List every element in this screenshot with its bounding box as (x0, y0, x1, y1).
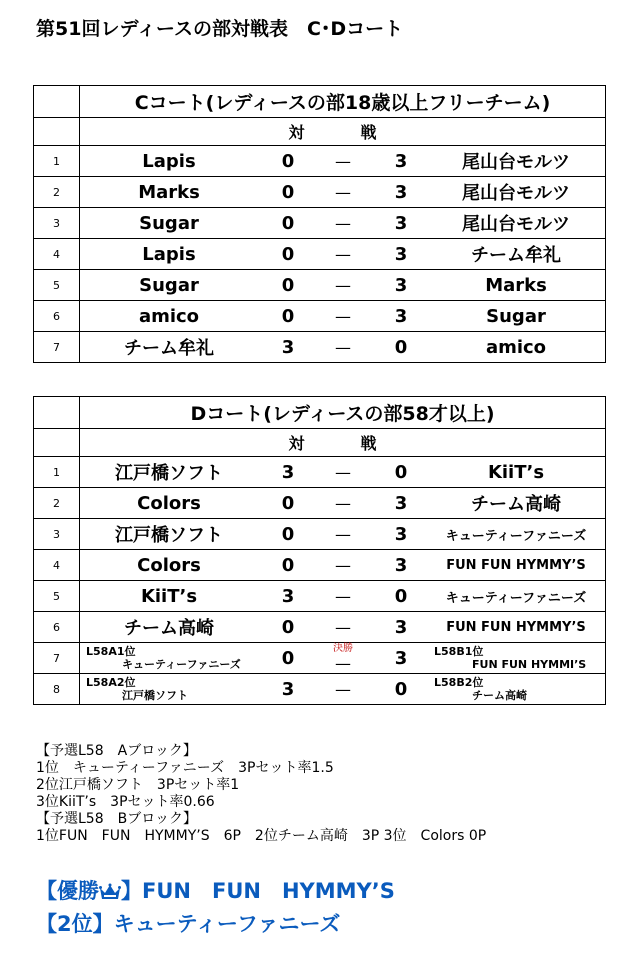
match-number: 2 (34, 177, 80, 208)
match-number: 7 (34, 332, 80, 363)
vs-dash (318, 457, 368, 487)
match-number: 1 (34, 457, 80, 488)
team1-name: amico (138, 305, 200, 327)
court-d-title: Dコート(レディースの部58才以上) (80, 397, 606, 429)
court-d-vs-row (34, 429, 606, 457)
team2-score: 0 (394, 336, 408, 358)
team2-name: KiiT’s (487, 461, 545, 483)
team2-score: 0 (394, 461, 408, 483)
match-cell (80, 177, 606, 208)
vs-label: 対 戦 (80, 429, 606, 457)
dash-mark: — (335, 182, 351, 202)
vs-label: 対 戦 (80, 118, 606, 146)
match-row (34, 177, 606, 208)
team1-score: 0 (281, 150, 295, 172)
match-number: 8 (34, 674, 80, 705)
vs-dash (318, 643, 368, 673)
team1-name: 江戸橋ソフト (115, 525, 223, 546)
note-line: 2位江戸橋ソフト 3Pセット率1 (36, 777, 240, 793)
team1-score: 0 (281, 492, 295, 514)
dash-mark: — (335, 306, 351, 326)
team1-name: キューティーファニーズ (122, 658, 241, 671)
team1-name: 江戸橋ソフト (115, 463, 223, 484)
vs-dash (318, 177, 368, 207)
team1-score: 3 (281, 585, 295, 607)
winner-prefix: 【優勝 (36, 879, 99, 903)
match-number: 5 (34, 581, 80, 612)
vs-dash (318, 239, 368, 269)
court-d-header-row (34, 397, 606, 429)
team1-name: 江戸橋ソフト (122, 689, 188, 702)
team1-score: 0 (281, 647, 295, 669)
team1-score: 0 (281, 212, 295, 234)
dash-mark: — (335, 275, 351, 295)
team2-name: FUN FUN HYMMY’S (446, 557, 586, 573)
team2-score: 3 (394, 150, 408, 172)
blank-cell (34, 429, 80, 457)
match-number: 4 (34, 550, 80, 581)
match-cell (80, 146, 606, 177)
match-cell (80, 332, 606, 363)
match-number: 1 (34, 146, 80, 177)
team2-score: 3 (394, 243, 408, 265)
team2-score: 3 (394, 212, 408, 234)
vs-dash (318, 488, 368, 518)
match-row (34, 457, 606, 488)
match-cell (80, 643, 606, 674)
match-cell (80, 270, 606, 301)
dash-mark: — (335, 244, 351, 264)
team1-score: 0 (281, 305, 295, 327)
vs-dash (318, 519, 368, 549)
match-cell (80, 457, 606, 488)
team1-name: Lapis (142, 243, 196, 265)
team2-name: 尾山台モルツ (462, 214, 570, 235)
team1-name: Colors (137, 492, 201, 514)
team2-name: 尾山台モルツ (462, 183, 570, 204)
blank-cell (34, 118, 80, 146)
note-line: 【予選L58 Bブロック】 (36, 811, 197, 827)
dash-mark: — (335, 213, 351, 233)
match-row (34, 643, 606, 674)
winner-name: 】FUN FUN HYMMY’S (121, 879, 395, 903)
match-cell (80, 519, 606, 550)
match-cell (80, 581, 606, 612)
match-cell (80, 208, 606, 239)
dash-mark: — (335, 586, 351, 606)
team2-name: Marks (485, 274, 547, 296)
final-label: 決勝 (333, 643, 353, 654)
team2-name: FUN FUN HYMMY’S (446, 619, 586, 635)
vs-dash (318, 146, 368, 176)
team1-block (86, 674, 256, 704)
team2-score: 3 (394, 616, 408, 638)
team1-name: KiiT’s (140, 585, 198, 607)
team2-name: キューティーファニーズ (445, 528, 587, 544)
match-cell (80, 612, 606, 643)
note-line: 3位KiiT’s 3Pセット率0.66 (36, 794, 215, 810)
match-row (34, 146, 606, 177)
note-line: 1位FUN FUN HYMMY’S 6P 2位チーム高崎 3P 3位 Colors 0P (36, 828, 487, 844)
court-c-header-row (34, 86, 606, 118)
vs-dash (318, 270, 368, 300)
team2-score: 3 (394, 492, 408, 514)
team2-score: 3 (394, 181, 408, 203)
team1-name: Marks (138, 181, 200, 203)
dash-mark: — (335, 337, 351, 357)
team2-score: 0 (394, 585, 408, 607)
match-number: 3 (34, 519, 80, 550)
team2-block (434, 643, 599, 673)
team2-name: キューティーファニーズ (445, 590, 587, 606)
vs-dash (318, 332, 368, 362)
match-row (34, 674, 606, 705)
crown-icon (99, 879, 121, 909)
court-c-vs-row (34, 118, 606, 146)
match-number: 4 (34, 239, 80, 270)
match-cell (80, 301, 606, 332)
team1-name: チーム牟礼 (124, 338, 214, 359)
match-row (34, 550, 606, 581)
match-number: 6 (34, 301, 80, 332)
team2-seed: L58B2位 (434, 676, 484, 689)
team2-score: 3 (394, 554, 408, 576)
team1-score: 0 (281, 523, 295, 545)
match-row (34, 239, 606, 270)
team1-score: 3 (281, 461, 295, 483)
dash-mark: — (335, 555, 351, 575)
vs-dash (318, 612, 368, 642)
team2-name: amico (485, 336, 547, 358)
team2-block (434, 674, 599, 704)
team1-block (86, 643, 256, 673)
team2-name: チーム高崎 (471, 494, 561, 515)
vs-dash (318, 581, 368, 611)
court-d-table (33, 396, 606, 705)
team1-name: Lapis (142, 150, 196, 172)
dash-mark: — (335, 617, 351, 637)
team1-score: 3 (281, 678, 295, 700)
blank-cell (34, 86, 80, 118)
team2-name: FUN FUN HYMMI’S (472, 658, 587, 671)
team1-score: 0 (281, 274, 295, 296)
dash-mark: — (335, 493, 351, 513)
match-number: 3 (34, 208, 80, 239)
team1-name: Colors (137, 554, 201, 576)
match-number: 5 (34, 270, 80, 301)
dash-mark: — (335, 462, 351, 482)
second-place-line: 【2位】キューティーファニーズ (36, 912, 341, 936)
team1-name: チーム高崎 (124, 618, 214, 639)
team1-score: 0 (281, 181, 295, 203)
team1-score: 3 (281, 336, 295, 358)
dash-mark: — (335, 679, 351, 699)
court-c-title: Cコート(レディースの部18歳以上フリーチーム) (80, 86, 606, 118)
note-line: 1位 キューティーファニーズ 3Pセット率1.5 (36, 760, 334, 776)
standings-notes (36, 743, 486, 845)
match-row (34, 612, 606, 643)
team2-score: 3 (394, 523, 408, 545)
vs-dash (318, 301, 368, 331)
final-results (36, 876, 395, 939)
dash-mark: — (335, 151, 351, 171)
dash-mark: — (335, 654, 351, 673)
page-title: 第51回レディースの部対戦表 C･Dコート (36, 18, 404, 40)
blank-cell (34, 397, 80, 429)
note-line: 【予選L58 Aブロック】 (36, 743, 197, 759)
match-number: 2 (34, 488, 80, 519)
team2-name: チーム高崎 (472, 689, 527, 702)
team1-score: 0 (281, 616, 295, 638)
team2-name: 尾山台モルツ (462, 152, 570, 173)
vs-dash (318, 208, 368, 238)
match-row (34, 581, 606, 612)
team1-seed: L58A1位 (86, 645, 136, 658)
team2-score: 3 (394, 274, 408, 296)
match-row (34, 301, 606, 332)
team2-score: 0 (394, 678, 408, 700)
team2-name: チーム牟礼 (471, 245, 561, 266)
team2-name: Sugar (486, 305, 546, 327)
vs-dash (318, 550, 368, 580)
team2-score: 3 (394, 647, 408, 669)
match-row (34, 270, 606, 301)
team1-score: 0 (281, 554, 295, 576)
team1-score: 0 (281, 243, 295, 265)
team2-score: 3 (394, 305, 408, 327)
vs-dash (318, 674, 368, 704)
winner-line (36, 876, 395, 909)
match-cell (80, 550, 606, 581)
match-row (34, 332, 606, 363)
team1-seed: L58A2位 (86, 676, 136, 689)
match-row (34, 208, 606, 239)
dash-mark: — (335, 524, 351, 544)
team1-name: Sugar (139, 274, 199, 296)
match-cell (80, 239, 606, 270)
match-number: 6 (34, 612, 80, 643)
match-number: 7 (34, 643, 80, 674)
match-row (34, 488, 606, 519)
team2-seed: L58B1位 (434, 645, 484, 658)
match-row (34, 519, 606, 550)
match-cell (80, 674, 606, 705)
team1-name: Sugar (139, 212, 199, 234)
court-c-table (33, 85, 606, 363)
match-cell (80, 488, 606, 519)
